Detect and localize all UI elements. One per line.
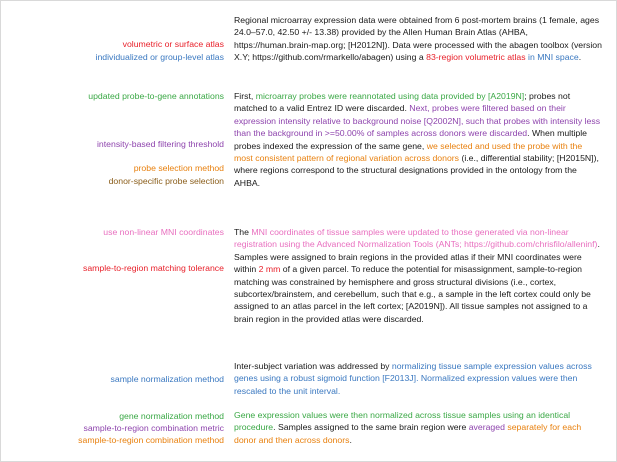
text-segment: . When multiple probes indexed the expression of the same gene, bbox=[234, 128, 588, 151]
text-segment: . Samples were assigned to brain regions in the provided atlas if their MNI coordinates were within bbox=[234, 239, 600, 275]
parameter-label: individualized or group-level atlas bbox=[95, 52, 224, 62]
text-segment: 83-region volumetric atlas bbox=[426, 52, 526, 63]
parameter-label: sample-to-region matching tolerance bbox=[82, 263, 224, 273]
methods-paragraph bbox=[234, 226, 602, 325]
text-segment: normalizing tissue sample expression values across genes using a robust sigmoid function [F2013J]. Normalized expression values were then rescaled to the unit interval. bbox=[234, 361, 592, 396]
methods-paragraph bbox=[234, 90, 602, 189]
text-segment: Inter-subject variation was addressed by bbox=[234, 361, 392, 371]
text-segment: averaged bbox=[468, 422, 505, 433]
parameter-label: probe selection method bbox=[133, 163, 224, 173]
text-segment: . bbox=[578, 52, 582, 63]
parameter-label: sample-to-region combination metric bbox=[83, 423, 224, 433]
parameter-label: updated probe-to-gene annotations bbox=[88, 91, 224, 101]
parameter-label: sample normalization method bbox=[110, 374, 224, 384]
text-segment: we selected and used the probe with the most consistent pattern of regional variation across donors bbox=[234, 140, 583, 164]
text-segment: Gene expression values were then normalized across tissue samples using an identical procedure bbox=[234, 410, 571, 433]
text-segment: of a given parcel. To reduce the potential for misassignment, sample-to-region matching was constrained by hemisphere and gross structural divisions (i.e., cortex, subcortex/brainstem, and cerebellum, such that e.g., a sample in the left cortex could only be assigned to an atlas parcel in the left cortex; [A2019N]). All tissue samples not assigned to a brain region in the provided atlas were discarded. bbox=[234, 264, 591, 324]
methods-paragraph bbox=[234, 14, 602, 64]
text-segment: microarray probes were reannotated using data provided by [A2019N] bbox=[255, 91, 525, 101]
text-segment: (i.e., differential stability; [H2015N]), where regions correspond to the structural designations provided in the ontology from the AHBA. bbox=[234, 153, 599, 188]
text-segment: separately for each donor and then across donors bbox=[234, 422, 582, 445]
parameter-label: donor-specific probe selection bbox=[108, 176, 224, 186]
text-segment: in MNI space bbox=[528, 52, 579, 63]
text-segment: First, bbox=[234, 91, 256, 101]
parameter-label: intensity-based filtering threshold bbox=[96, 139, 224, 149]
text-segment: ; probes not matched to a valid Entrez ID were discarded. bbox=[234, 91, 571, 114]
methods-paragraph bbox=[234, 360, 602, 397]
text-segment: Regional microarray expression data were obtained from 6 post-mortem brains (1 female, ages 24.0–57.0, 42.50 +/- 13.38) provided by the Allen Human Brain Atlas (AHBA, https://human.brain-map.org; [H2012N]). Data were processed with the abagen toolbox (version X.Y; https://github.com/rmarkello/abagen) using a bbox=[234, 15, 602, 63]
text-segment: . bbox=[349, 434, 352, 445]
methods-paragraph bbox=[234, 409, 602, 446]
parameter-label: volumetric or surface atlas bbox=[122, 39, 224, 49]
text-segment: Next, probes were filtered based on their expression intensity relative to background noise [Q2002N], such that probes with intensity less than the background in >=50.00% of samples across donors were discarded bbox=[234, 103, 601, 139]
parameter-label: use non-linear MNI coordinates bbox=[103, 227, 224, 237]
text-segment: The bbox=[234, 227, 252, 237]
parameter-label: gene normalization method bbox=[119, 411, 224, 421]
text-segment: . Samples assigned to the same brain region were bbox=[273, 422, 469, 433]
text-segment: MNI coordinates of tissue samples were updated to those generated via non-linear registration using the Advanced Normalization Tools (ANTs; https://github.com/chrisfilo/alleninf) bbox=[234, 227, 598, 250]
parameter-label: sample-to-region combination method bbox=[78, 435, 224, 445]
text-segment: 2 mm bbox=[258, 264, 281, 275]
